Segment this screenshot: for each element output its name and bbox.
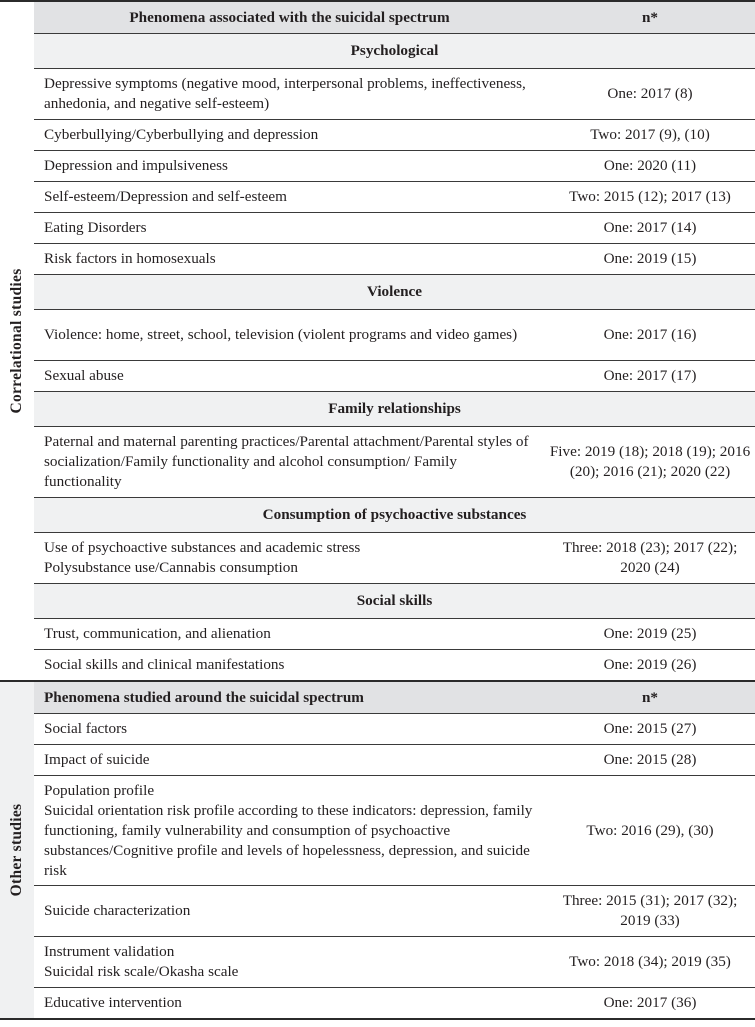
phenomenon-cell — [34, 937, 545, 988]
n-cell: One: 2017 (14) — [545, 213, 755, 244]
phenomenon-cell — [34, 776, 545, 886]
section-row-psychoactive-substances — [34, 498, 755, 533]
table-row — [34, 714, 755, 745]
table-row — [34, 361, 755, 392]
phenomenon-cell: Impact of suicide — [34, 745, 545, 776]
correlational-table — [34, 2, 755, 680]
group-label-correlational — [0, 2, 34, 680]
section-row-violence — [34, 275, 755, 310]
table-row — [34, 650, 755, 681]
phenomenon-line: Suicidal orientation risk profile according to these indicators: depression, family functioning, family vulnerability and consumption of psychoactive substances/Cognitive profile and levels of hopelessness, depression, and suicide risk — [44, 801, 533, 879]
group-other-studies — [0, 682, 755, 1020]
n-cell: Two: 2018 (34); 2019 (35) — [545, 937, 755, 988]
n-cell: One: 2017 (17) — [545, 361, 755, 392]
group-label-other — [0, 682, 34, 1018]
section-title: Social skills — [34, 584, 755, 619]
section-title: Psychological — [34, 34, 755, 69]
n-cell: One: 2017 (16) — [545, 310, 755, 361]
phenomenon-cell: Educative intervention — [44, 994, 182, 1011]
n-cell: Two: 2016 (29), (30) — [545, 776, 755, 886]
other-studies-table — [34, 682, 755, 1018]
section-title: Violence — [34, 275, 755, 310]
n-cell: One: 2017 (36) — [603, 994, 697, 1011]
phenomenon-cell: Sexual abuse — [34, 361, 545, 392]
section-title: Family relationships — [34, 392, 755, 427]
phenomenon-line: Polysubstance use/Cannabis consumption — [44, 559, 298, 576]
table-row — [34, 182, 755, 213]
phenomenon-cell: Suicide characterization — [34, 886, 545, 937]
phenomenon-cell: Trust, communication, and alienation — [34, 619, 545, 650]
phenomenon-cell: Risk factors in homosexuals — [34, 244, 545, 275]
phenomenon-line: Use of psychoactive substances and academic stress — [44, 539, 361, 556]
column-header-n: n* — [545, 682, 755, 714]
table-row — [34, 886, 755, 937]
n-cell: One: 2019 (26) — [603, 656, 697, 673]
n-cell: One: 2015 (27) — [545, 714, 755, 745]
phenomenon-cell: Paternal and maternal parenting practices/Parental attachment/Parental styles of socialization/Family functionality and alcohol consumption/ Family functionality — [34, 427, 545, 498]
n-cell: One: 2017 (8) — [545, 69, 755, 120]
phenomenon-cell: Social factors — [34, 714, 545, 745]
table-row — [34, 213, 755, 244]
phenomenon-cell: Self-esteem/Depression and self-esteem — [34, 182, 545, 213]
n-cell: One: 2019 (25) — [545, 619, 755, 650]
n-cell: Five: 2019 (18); 2018 (19); 2016 (20); 2016 (21); 2020 (22) — [545, 427, 755, 498]
n-cell: One: 2015 (28) — [545, 745, 755, 776]
n-cell: Two: 2017 (9), (10) — [545, 120, 755, 151]
n-cell: One: 2019 (15) — [545, 244, 755, 275]
section-row-psychological — [34, 34, 755, 69]
phenomenon-cell: Depression and impulsiveness — [34, 151, 545, 182]
column-header-phenomena: Phenomena studied around the suicidal spectrum — [34, 682, 545, 714]
group-label-text: Correlational studies — [8, 268, 25, 414]
table-row — [34, 776, 755, 886]
phenomenon-cell: Violence: home, street, school, television (violent programs and video games) — [34, 310, 545, 361]
phenomenon-line: Population profile — [44, 781, 155, 799]
table-row — [34, 427, 755, 498]
section-title: Consumption of psychoactive substances — [34, 498, 755, 533]
table-row — [34, 310, 755, 361]
table-row — [34, 533, 755, 584]
table-row — [34, 120, 755, 151]
table-row — [34, 69, 755, 120]
column-header-n: n* — [545, 2, 755, 34]
table-row — [34, 745, 755, 776]
n-cell: Two: 2015 (12); 2017 (13) — [545, 182, 755, 213]
table-row — [34, 619, 755, 650]
group-correlational-studies — [0, 2, 755, 682]
n-cell: One: 2020 (11) — [545, 151, 755, 182]
phenomenon-cell — [34, 533, 545, 584]
section-row-social-skills — [34, 584, 755, 619]
phenomenon-cell: Cyberbullying/Cyberbullying and depression — [34, 120, 545, 151]
table-row — [34, 244, 755, 275]
table-row — [34, 151, 755, 182]
section-row-family-relationships — [34, 392, 755, 427]
phenomenon-cell: Social skills and clinical manifestations — [44, 656, 285, 673]
phenomenon-cell: Depressive symptoms (negative mood, interpersonal problems, ineffectiveness, anhedonia, and negative self-esteem) — [34, 69, 545, 120]
group-label-text: Other studies — [8, 803, 25, 897]
column-header-phenomena: Phenomena associated with the suicidal spectrum — [34, 2, 545, 34]
table-header-row — [34, 682, 755, 714]
phenomenon-line: Suicidal risk scale/Okasha scale — [44, 963, 239, 980]
phenomenon-cell: Eating Disorders — [34, 213, 545, 244]
table-row — [34, 988, 755, 1019]
n-cell: Three: 2015 (31); 2017 (32); 2019 (33) — [545, 886, 755, 937]
table-row — [34, 937, 755, 988]
n-cell: Three: 2018 (23); 2017 (22); 2020 (24) — [545, 533, 755, 584]
table-header-row — [34, 2, 755, 34]
phenomenon-line: Instrument validation — [44, 943, 175, 960]
